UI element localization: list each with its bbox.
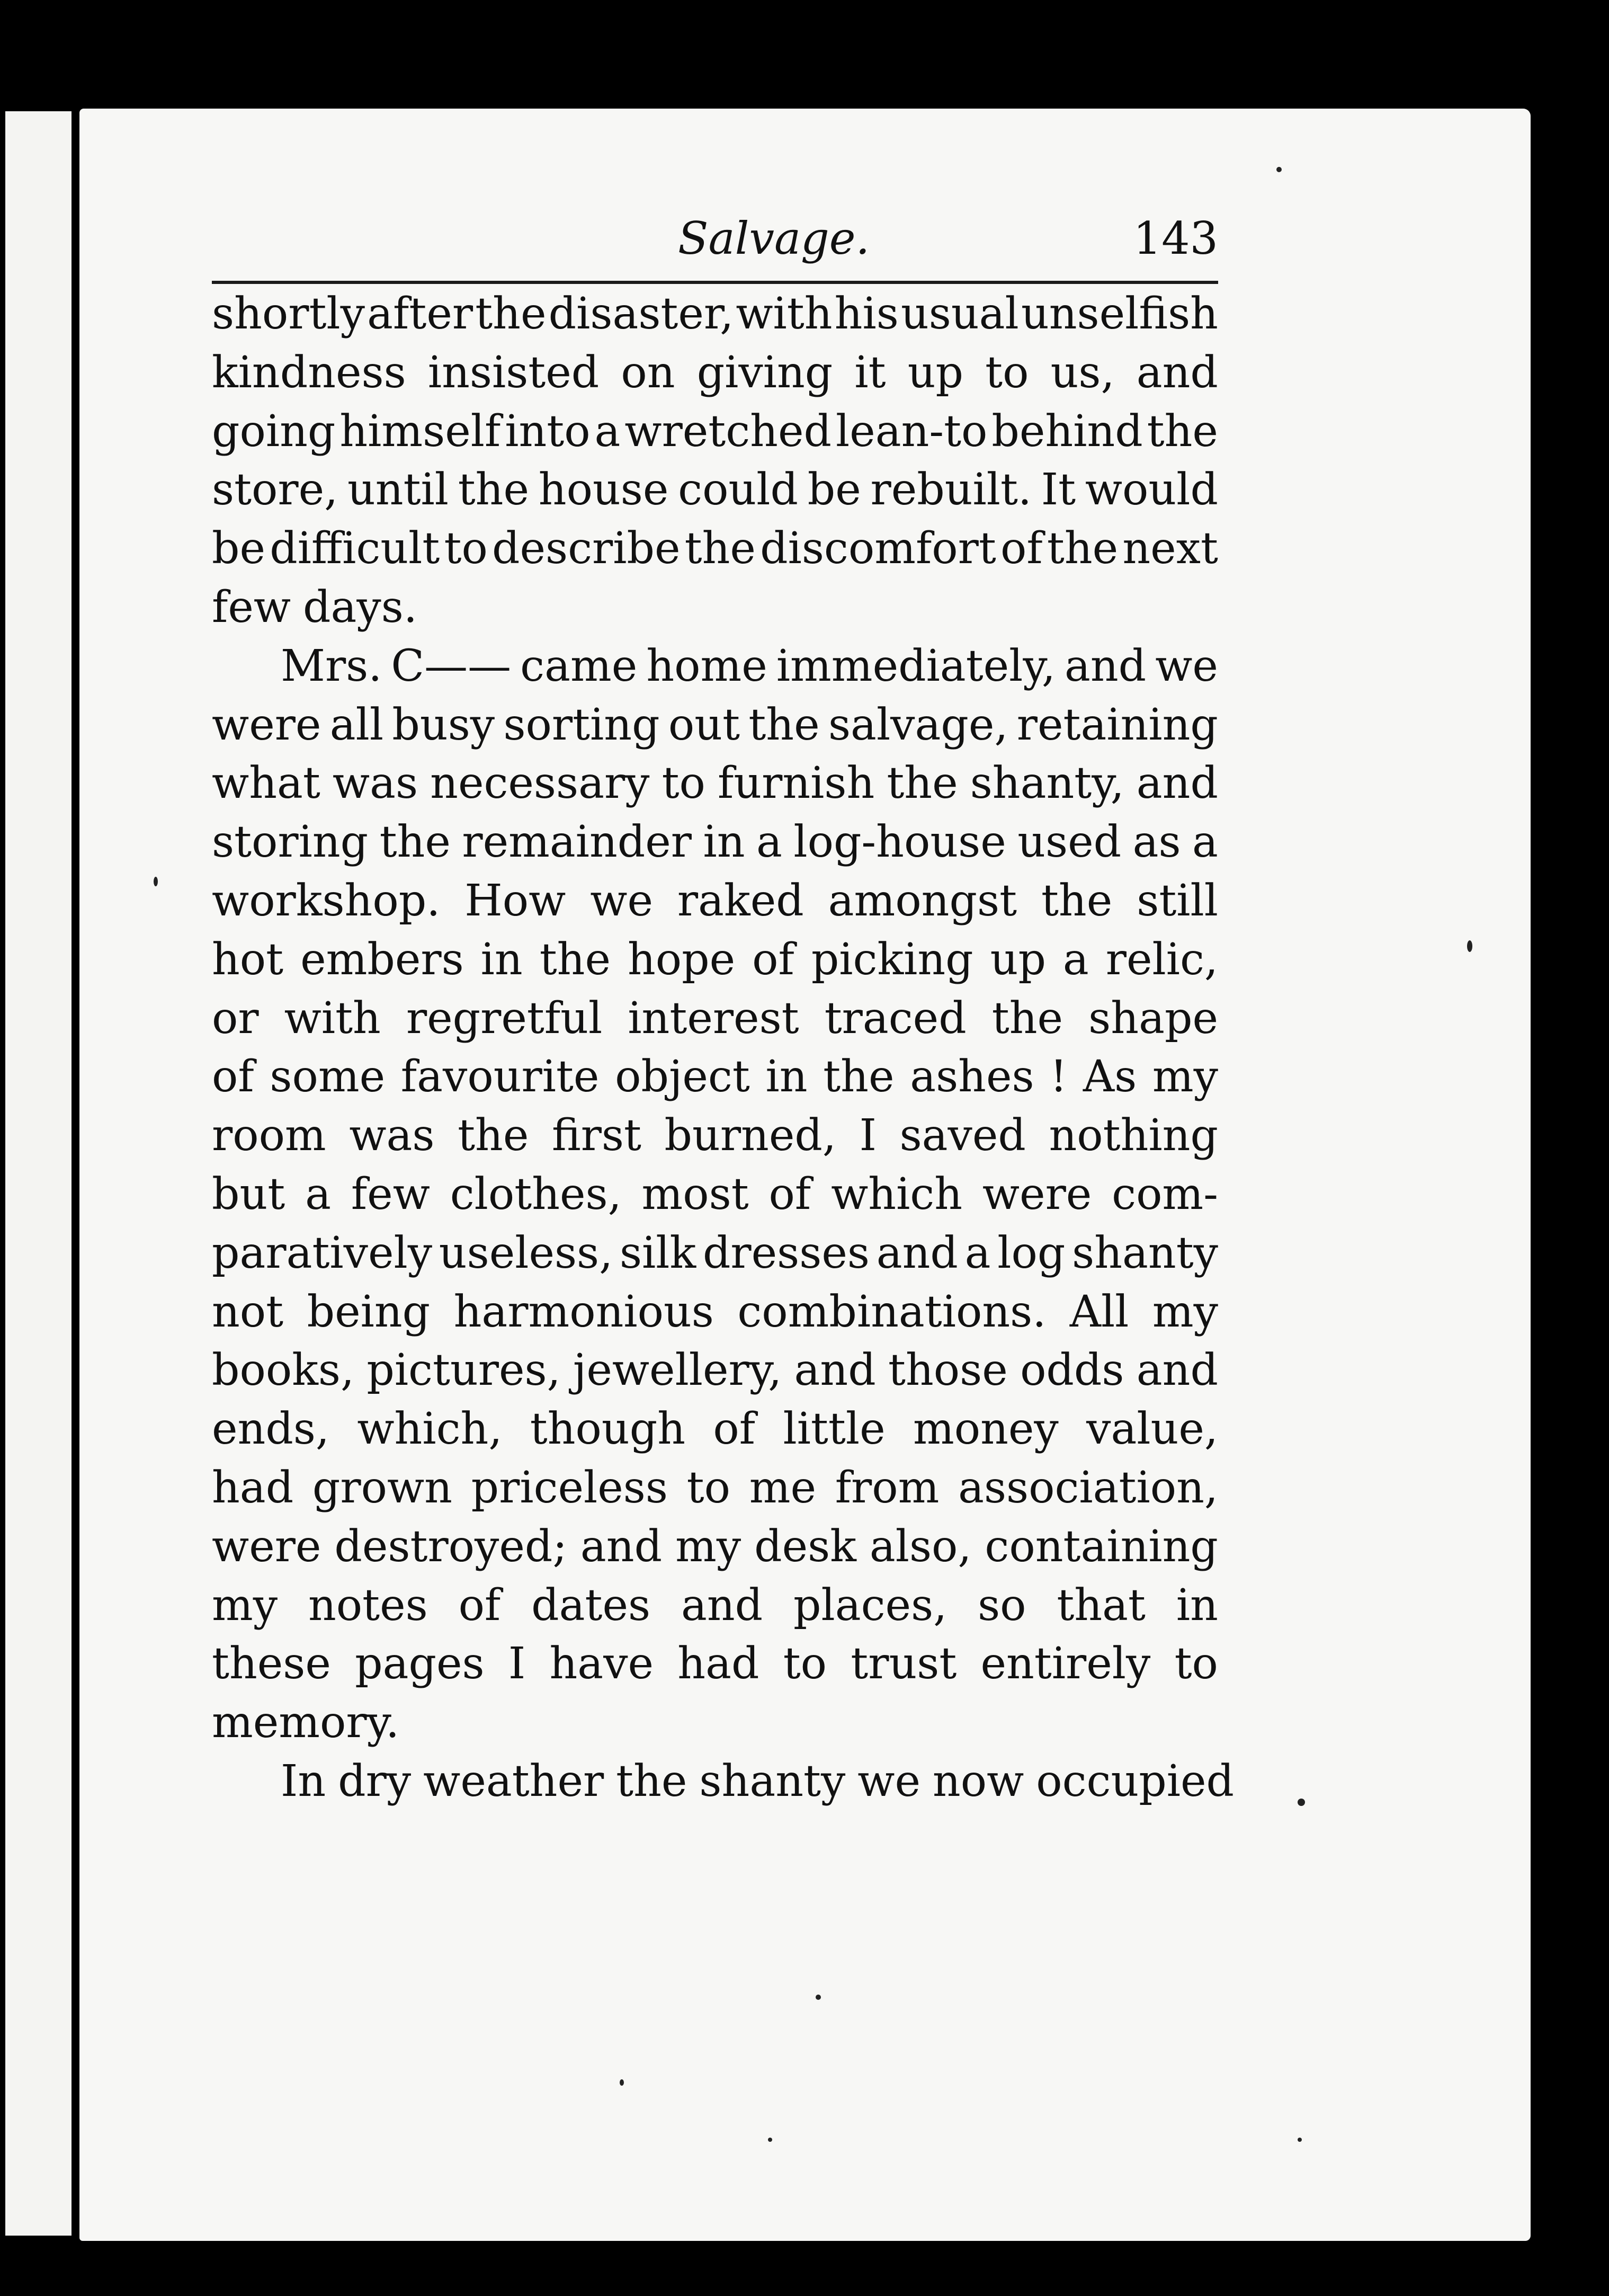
text-word: in	[480, 934, 523, 985]
text-line	[212, 813, 1218, 872]
text-word: remainder	[462, 817, 692, 868]
text-word: now	[932, 1756, 1024, 1806]
text-word: a	[1192, 817, 1218, 868]
text-word: of	[713, 1404, 756, 1455]
text-line	[212, 1048, 1218, 1107]
text-word: going	[212, 406, 336, 457]
text-word: that	[1057, 1580, 1146, 1631]
text-word: usual	[900, 289, 1019, 339]
text-word: which,	[357, 1404, 503, 1455]
text-word: log-house	[793, 817, 1006, 868]
text-word: of	[458, 1580, 501, 1631]
text-word: a	[305, 1169, 331, 1220]
text-word: the	[458, 1110, 529, 1161]
text-word: what	[212, 758, 320, 809]
text-line	[212, 285, 1218, 344]
text-line	[212, 520, 1218, 579]
text-word: have	[549, 1639, 654, 1689]
text-word: were	[212, 1521, 321, 1572]
text-word: embers	[300, 934, 464, 985]
text-word: pictures,	[367, 1345, 561, 1396]
text-word: of	[212, 1052, 254, 1102]
text-word: a	[756, 817, 782, 868]
text-word: saved	[899, 1110, 1026, 1161]
text-word: salvage,	[828, 699, 1008, 750]
text-word: into	[505, 406, 591, 457]
text-word: in	[765, 1052, 808, 1102]
text-word: occupied	[1036, 1756, 1235, 1806]
text-word: most	[641, 1169, 749, 1220]
text-word: the	[475, 289, 547, 339]
text-word: with	[284, 993, 381, 1044]
text-word: priceless	[471, 1462, 668, 1513]
page-speck	[1298, 1799, 1305, 1806]
text-word: to	[985, 347, 1029, 398]
text-word: entirely	[980, 1639, 1151, 1689]
page-speck	[816, 1995, 821, 2000]
text-word: shape	[1088, 993, 1218, 1044]
text-line	[212, 1459, 1218, 1518]
text-word: the	[684, 523, 756, 574]
text-word: a	[964, 1227, 991, 1278]
text-word: first	[552, 1110, 641, 1161]
text-word: object	[615, 1052, 750, 1102]
text-word: !	[1050, 1052, 1068, 1102]
text-word: still	[1137, 875, 1218, 926]
text-word: hope	[627, 934, 736, 985]
text-word: It	[1041, 465, 1076, 515]
text-line	[212, 1635, 1218, 1694]
text-word: com-	[1112, 1169, 1218, 1220]
text-word: Mrs.	[281, 640, 382, 691]
text-word: immediately,	[776, 640, 1056, 691]
text-word: to	[783, 1639, 827, 1689]
text-word: next	[1122, 523, 1218, 574]
text-word: describe	[492, 523, 681, 574]
text-word: used	[1017, 817, 1122, 868]
text-word: favourite	[400, 1052, 600, 1102]
text-line	[212, 461, 1218, 520]
text-word: my	[1152, 1286, 1218, 1337]
text-word: ends,	[212, 1404, 329, 1455]
text-word: I	[859, 1110, 877, 1161]
text-word: in	[1176, 1580, 1218, 1631]
text-word: on	[621, 347, 675, 398]
text-word: How	[464, 875, 566, 926]
text-word: out	[668, 699, 740, 750]
text-word: home	[646, 640, 767, 691]
page-speck	[154, 877, 158, 886]
text-word: trust	[851, 1639, 957, 1689]
text-word: being	[307, 1286, 431, 1337]
text-word: shanty	[699, 1756, 846, 1806]
text-line	[212, 754, 1218, 813]
text-word: odds	[1020, 1345, 1124, 1396]
text-word: the	[823, 1052, 895, 1102]
body-text	[212, 285, 1235, 1811]
text-word: a	[594, 406, 621, 457]
text-word: few	[351, 1169, 430, 1220]
text-word: books,	[212, 1345, 355, 1396]
page-number: 143	[1133, 212, 1218, 264]
text-line	[212, 990, 1218, 1048]
text-word: lean-to	[835, 406, 988, 457]
text-word: a	[1062, 934, 1089, 985]
text-word: it	[854, 347, 886, 398]
text-word: regretful	[406, 993, 603, 1044]
text-word: be	[807, 465, 861, 515]
text-word: days.	[303, 582, 417, 633]
text-word: all	[329, 699, 384, 750]
text-word: we	[590, 875, 653, 926]
text-word: some	[270, 1052, 386, 1102]
text-word: and	[1136, 347, 1218, 398]
text-word: the	[616, 1756, 687, 1806]
text-word: be	[212, 523, 266, 574]
text-word: workshop.	[212, 875, 441, 926]
text-word: the	[1041, 875, 1113, 926]
text-word: I	[508, 1639, 526, 1689]
text-word: clothes,	[450, 1169, 622, 1220]
text-word: not	[212, 1286, 284, 1337]
text-word: would	[1085, 465, 1218, 515]
text-word: after	[367, 289, 473, 339]
text-word: pages	[355, 1639, 485, 1689]
text-word: containing	[985, 1521, 1218, 1572]
text-word: disaster,	[548, 289, 734, 339]
text-line	[212, 579, 1218, 637]
text-word: log	[997, 1227, 1066, 1278]
text-word: to	[662, 758, 705, 809]
text-word: from	[835, 1462, 940, 1513]
text-word: to	[686, 1462, 730, 1513]
text-line	[212, 696, 1218, 755]
text-word: burned,	[664, 1110, 836, 1161]
text-line	[212, 1752, 1235, 1811]
text-word: behind	[991, 406, 1143, 457]
text-word: to	[444, 523, 488, 574]
text-word: room	[212, 1110, 326, 1161]
text-word: raked	[677, 875, 804, 926]
text-word: and	[1136, 758, 1218, 809]
text-word: had	[677, 1639, 759, 1689]
text-word: was	[349, 1110, 435, 1161]
running-head: Salvage.	[678, 212, 870, 264]
text-word: busy	[392, 699, 495, 750]
text-word: grown	[312, 1462, 452, 1513]
text-word: kindness	[212, 347, 406, 398]
text-word: the	[991, 993, 1063, 1044]
page-speck	[620, 2079, 624, 2086]
text-word: insisted	[427, 347, 600, 398]
text-word: hot	[212, 934, 284, 985]
text-word: shortly	[212, 289, 365, 339]
text-word: so	[978, 1580, 1026, 1631]
text-word: amongst	[828, 875, 1017, 926]
text-word: giving	[696, 347, 833, 398]
text-word: the	[1047, 523, 1119, 574]
text-word: money	[913, 1404, 1059, 1455]
text-word: notes	[308, 1580, 428, 1631]
text-word: storing	[212, 817, 369, 868]
text-word: of	[768, 1169, 811, 1220]
text-line	[212, 637, 1218, 696]
text-word: and	[1064, 640, 1147, 691]
page-speck	[1467, 940, 1472, 952]
text-word: harmonious	[453, 1286, 714, 1337]
text-line	[212, 1694, 1218, 1752]
text-word: store,	[212, 465, 338, 515]
text-word: wretched	[624, 406, 832, 457]
text-word: difficult	[270, 523, 440, 574]
text-word: retaining	[1016, 699, 1218, 750]
text-word: weather	[423, 1756, 604, 1806]
text-word: As	[1083, 1052, 1137, 1102]
text-word: these	[212, 1639, 331, 1689]
text-word: useless,	[439, 1227, 613, 1278]
text-word: we	[857, 1756, 920, 1806]
text-word: we	[1155, 640, 1218, 691]
text-word: In	[281, 1756, 326, 1806]
text-word: of	[752, 934, 794, 985]
text-word: value,	[1086, 1404, 1218, 1455]
page-speck	[1276, 167, 1282, 172]
text-word: and	[580, 1521, 663, 1572]
text-line	[212, 1577, 1218, 1635]
text-word: traced	[824, 993, 967, 1044]
text-word: destroyed;	[334, 1521, 567, 1572]
text-word: my	[212, 1580, 278, 1631]
text-word: dresses	[702, 1227, 870, 1278]
text-word: necessary	[430, 758, 650, 809]
text-word: nothing	[1049, 1110, 1218, 1161]
text-word: of	[1000, 523, 1043, 574]
text-word: association,	[958, 1462, 1218, 1513]
page-speck	[768, 2138, 772, 2142]
facing-page-edge	[5, 111, 71, 2236]
text-word: shanty	[1072, 1227, 1218, 1278]
text-word: until	[347, 465, 449, 515]
text-line	[212, 344, 1218, 403]
text-line	[212, 403, 1218, 461]
text-word: those	[888, 1345, 1008, 1396]
text-word: his	[834, 289, 899, 339]
text-word: which	[831, 1169, 963, 1220]
text-word: could	[678, 465, 798, 515]
text-line	[212, 1518, 1218, 1577]
text-word: house	[538, 465, 669, 515]
text-word: dry	[338, 1756, 412, 1806]
text-word: shanty,	[970, 758, 1124, 809]
text-word: the	[1147, 406, 1218, 457]
text-word: jewellery,	[573, 1345, 782, 1396]
text-word: and	[681, 1580, 763, 1631]
text-word: was	[332, 758, 418, 809]
text-word: up	[990, 934, 1046, 985]
text-line	[212, 1165, 1218, 1224]
text-word: and	[794, 1345, 876, 1396]
text-word: interest	[628, 993, 799, 1044]
text-word: dates	[531, 1580, 651, 1631]
text-word: silk	[619, 1227, 696, 1278]
text-word: paratively	[212, 1227, 433, 1278]
text-word: the	[748, 699, 820, 750]
text-word: himself	[339, 406, 501, 457]
text-line	[212, 1283, 1218, 1342]
text-word: up	[907, 347, 964, 398]
text-word: picking	[811, 934, 973, 985]
text-word: also,	[869, 1521, 972, 1572]
text-word: and	[1136, 1345, 1218, 1396]
text-line	[212, 1224, 1218, 1283]
page-speck	[1298, 2138, 1302, 2142]
text-word: few	[212, 582, 291, 633]
text-word: little	[783, 1404, 886, 1455]
text-word: to	[1174, 1639, 1218, 1689]
text-word: as	[1132, 817, 1181, 868]
text-word: or	[212, 993, 259, 1044]
text-word: the	[887, 758, 958, 809]
text-line	[212, 872, 1218, 931]
text-word: furnish	[717, 758, 875, 809]
text-word: came	[520, 640, 638, 691]
text-word: were	[982, 1169, 1092, 1220]
text-word: us,	[1050, 347, 1115, 398]
text-word: the	[458, 465, 530, 515]
text-word: sorting	[503, 699, 660, 750]
text-word: me	[749, 1462, 816, 1513]
text-word: had	[212, 1462, 294, 1513]
text-word: the	[379, 817, 451, 868]
text-word: were	[212, 699, 321, 750]
text-word: my	[1152, 1052, 1218, 1102]
text-word: unselfish	[1021, 289, 1218, 339]
text-line	[212, 1107, 1218, 1165]
text-word: places,	[793, 1580, 947, 1631]
text-word: but	[212, 1169, 285, 1220]
text-word: rebuilt.	[870, 465, 1032, 515]
text-word: relic,	[1105, 934, 1218, 985]
text-line	[212, 1341, 1218, 1400]
text-word: desk	[754, 1521, 856, 1572]
text-line	[212, 931, 1218, 990]
text-word: memory.	[212, 1697, 400, 1748]
text-word: and	[876, 1227, 958, 1278]
text-word: C——	[391, 640, 512, 691]
text-word: All	[1069, 1286, 1129, 1337]
text-word: combinations.	[737, 1286, 1047, 1337]
text-word: the	[539, 934, 611, 985]
page-header	[212, 201, 1218, 284]
text-line	[212, 1400, 1218, 1459]
text-word: though	[530, 1404, 686, 1455]
text-word: discomfort	[760, 523, 996, 574]
text-word: my	[675, 1521, 741, 1572]
text-word: ashes	[910, 1052, 1034, 1102]
text-word: with	[736, 289, 833, 339]
text-word: in	[703, 817, 745, 868]
